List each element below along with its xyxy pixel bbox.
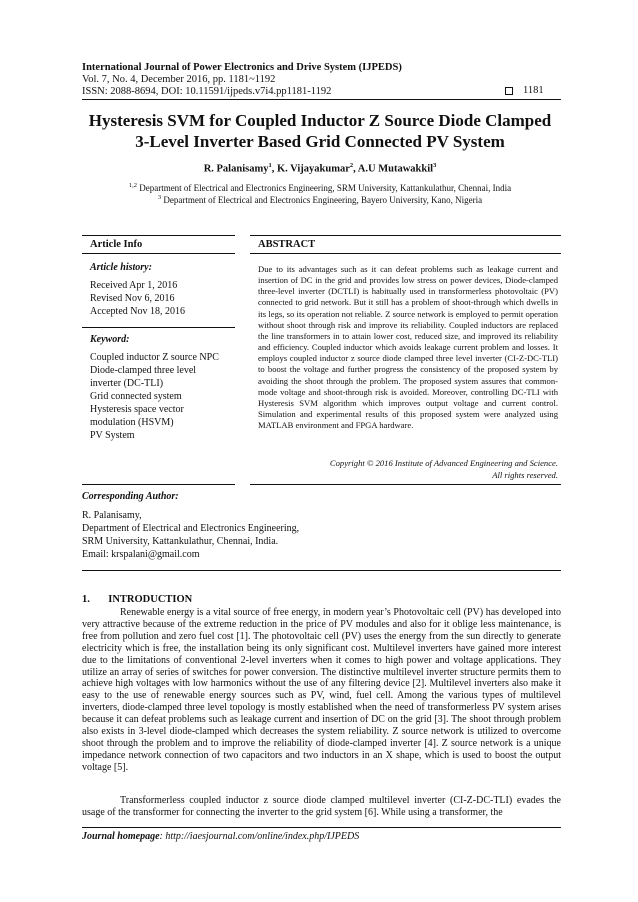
- corresponding-bottom-rule: [82, 570, 561, 571]
- abstract-body: Due to its advantages such as it can defeat problems such as leakage current and insertion of DC in the grid and provides low stress on power devices, Diode-clamped three-level inverter (DCTLI) is habitually used in transformerless photovoltaic (PV) connected to grid network. But it still has a problem of shoot-through which dwells in its legs, so its operation not reliable. Z source network is employed to permit operation without shoot through risk and improve its reliability. Coupled inductors are replaced the line transformers in to attain lower cost, reduced size, and improved its reliability and efficiency. Coupled inductor which avoids leakage current problem and losses. It employs coupled inductor z source diode clamped three level inverter (CI-Z-DC-TLI) to boost the voltage and further progress the consistency of the proposed system by avoiding the shoot through the problem. The proposed system assures that common-mode voltage and shoot-through risk is avoided. Moreover, controlling DC-TLI with Hysteresis SVM algorithm which improves output voltage and current control. Simulation and experimental results of this proposed system were analyzed using MATLAB environment and FPGA hardware.: [258, 264, 558, 431]
- corresponding-heading: Corresponding Author:: [82, 491, 179, 502]
- affiliation-2: [60, 194, 580, 205]
- introduction-paragraph-2: Transformerless coupled inductor z source diode clamped multilevel inverter (CI-Z-DC-TLI) evades the usage of the transformer for connecting the inverter to the grid system [6]. While using a transformer, the: [82, 795, 561, 818]
- keyword-rule: [82, 327, 235, 328]
- affiliation-1: [60, 182, 580, 193]
- keyword-item: inverter (DC-TLI): [90, 378, 164, 389]
- history-accepted: Accepted Nov 18, 2016: [90, 306, 185, 317]
- abstract-heading: ABSTRACT: [258, 239, 316, 250]
- affiliation-text: Department of Electrical and Electronics Engineering, Bayero University, Kano, Nigeria: [163, 195, 483, 205]
- homepage-url[interactable]: : http://iaesjournal.com/online/index.php/IJPEDS: [159, 831, 360, 842]
- title-line-2: 3-Level Inverter Based Grid Connected PV System: [135, 132, 505, 151]
- keyword-heading: Keyword:: [90, 334, 130, 345]
- title-line-1: Hysteresis SVM for Coupled Inductor Z Source Diode Clamped: [88, 111, 552, 130]
- keyword-list: [90, 351, 219, 442]
- affiliation-sup: 3: [157, 194, 162, 201]
- journal-name: International Journal of Power Electronics and Drive System (IJPEDS): [82, 62, 402, 73]
- author-sup: 1: [268, 162, 272, 169]
- corresponding-university: SRM University, Kattankulathur, Chennai, India.: [82, 536, 279, 547]
- history-received: Received Apr 1, 2016: [90, 280, 178, 291]
- article-info-heading: Article Info: [90, 239, 143, 250]
- affiliation-sup: 1,2: [128, 182, 137, 189]
- homepage-label: Journal homepage: [82, 831, 160, 842]
- keyword-item: Coupled inductor Z source NPC: [90, 352, 219, 363]
- article-info-top-rule: [82, 235, 235, 236]
- author-sup: 3: [433, 162, 437, 169]
- abstract-bottom-rule: [250, 484, 561, 485]
- author-name: R. Palanisamy: [203, 163, 269, 175]
- author-sup: 2: [349, 162, 354, 169]
- copyright-line-2: All rights reserved.: [492, 469, 558, 480]
- corresponding-top-rule: [82, 484, 235, 485]
- journal-homepage: [82, 831, 359, 842]
- header-rule: [82, 99, 561, 100]
- copyright-notice: [258, 458, 558, 481]
- corresponding-name: R. Palanisamy,: [82, 510, 142, 521]
- corresponding-details: [82, 509, 299, 561]
- page-number: 1181: [523, 85, 544, 96]
- keyword-item: modulation (HSVM): [90, 417, 174, 428]
- keyword-item: Grid connected system: [90, 391, 182, 402]
- author-name: A.U Mutawakkil: [357, 163, 434, 175]
- corresponding-department: Department of Electrical and Electronics Engineering,: [82, 523, 300, 534]
- abstract-rule: [250, 253, 561, 254]
- issn-doi-line: ISSN: 2088-8694, DOI: 10.11591/ijpeds.v7i4.pp1181-1192: [82, 86, 332, 97]
- checkbox-icon: [505, 87, 513, 95]
- keyword-item: PV System: [90, 430, 135, 441]
- corresponding-email: Email: krspalani@gmail.com: [82, 549, 200, 560]
- history-list: [90, 279, 185, 318]
- article-history-heading: Article history:: [90, 262, 152, 273]
- article-info-rule: [82, 253, 235, 254]
- author-name: K. Vijayakumar: [276, 163, 350, 175]
- footer-rule: [82, 827, 561, 828]
- keyword-item: Diode-clamped three level: [90, 365, 197, 376]
- history-revised: Revised Nov 6, 2016: [90, 293, 175, 304]
- paper-title: [60, 110, 580, 152]
- volume-line: Vol. 7, No. 4, December 2016, pp. 1181~1192: [82, 74, 276, 85]
- affiliation-text: Department of Electrical and Electronics Engineering, SRM University, Kattankulathur, Chennai, India: [139, 183, 512, 193]
- introduction-heading: 1. INTRODUCTION: [82, 594, 193, 605]
- abstract-top-rule: [250, 235, 561, 236]
- introduction-paragraph-1: Renewable energy is a vital source of free energy, in modern year’s Photovoltaic cell (PV) has developed into very attractive because of the extreme reduction in the price of PV modules and also for it oblige less maintenance, is free from pollution and zero fuel cost [1]. The photovoltaic cell (PV) uses the energy from the sun directly to generate electricity which is free, the installation being its only significant cost. Multilevel inverters have gained more interest due to the limitations of conventional 2-level inverters when it comes to high power and voltage applications. They utilize an array of series of switches for power conversion. The distinctive multilevel inverter structure permits them to achieve high voltages with low harmonics without the use of any filtering device [2]. Multilevel inverters also make it easy to the use of renewable energy sources such as PV, wind, fuel cell. Among the various types of multilevel inverters, diode-clamped three level topology is mostly established when the need of transformerless PV system arises because it can defeat problems such as leakage current and insertion of DC on the grid [3]. The shoot through problem also exists in 3-level diode-clamped which decreases the system reliability. Z source network is utilized to overcome shoot through the problem and to improve the reliability of diode-clamped inverter [4]. Z source network is a unique impedance network connection of two capacitors and two inductors in an X shape, which is used to boost the output voltage [5].: [82, 607, 561, 773]
- keyword-item: Hysteresis space vector: [90, 404, 184, 415]
- author-list: R. Palanisamy$^1$, K. Vijayakumar$^2$, A.U Mutawakkil$^3$: [203, 162, 437, 175]
- copyright-line-1: Copyright © 2016 Institute of Advanced Engineering and Science.: [329, 458, 558, 468]
